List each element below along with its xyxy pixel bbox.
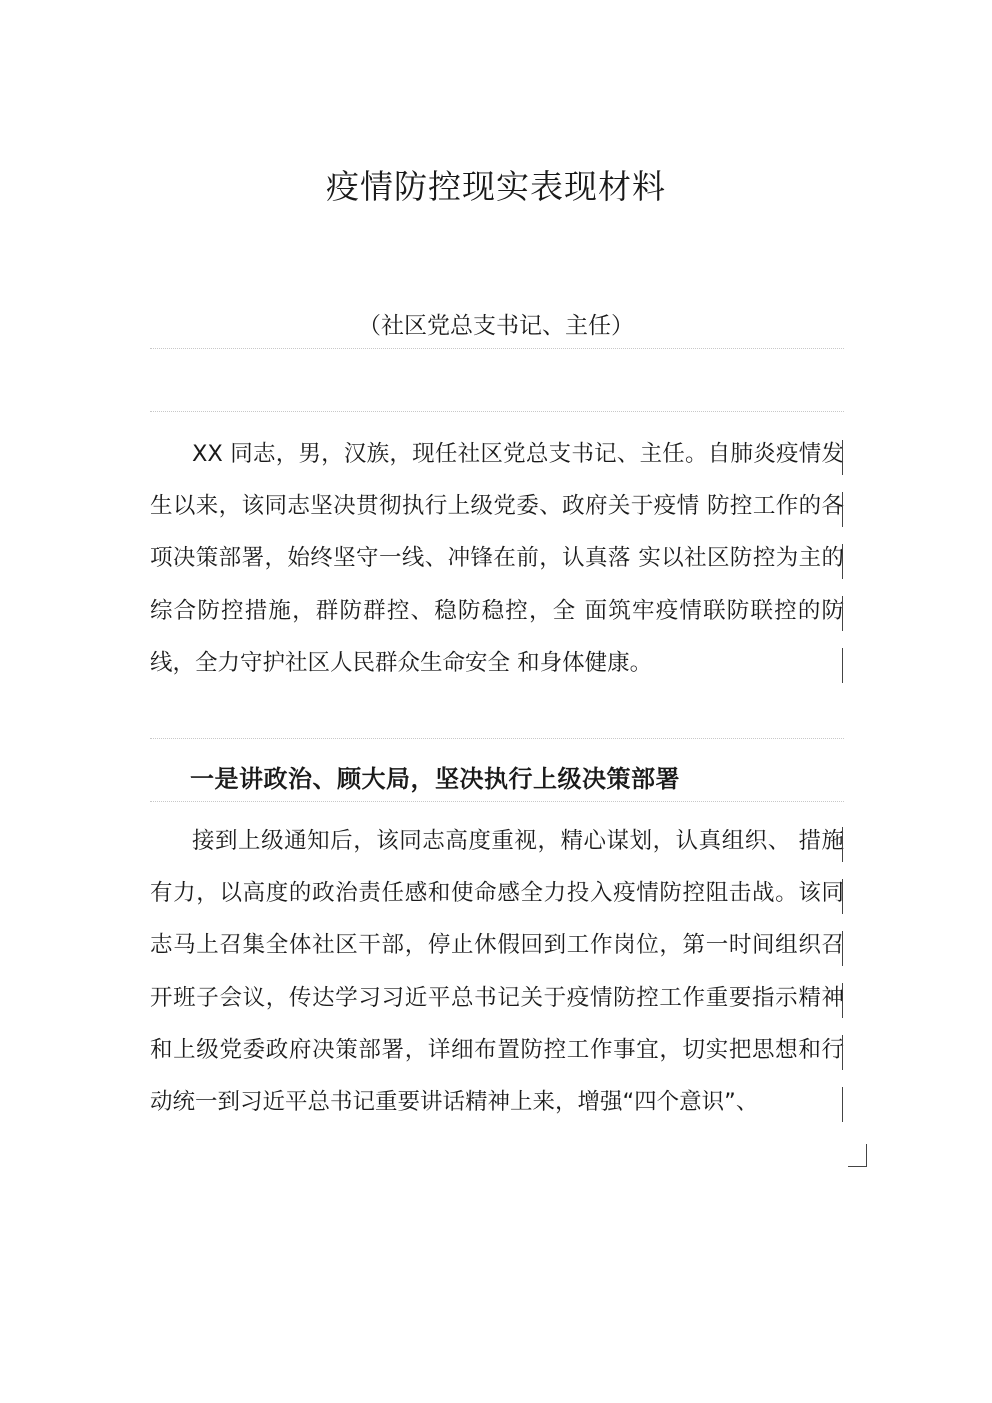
margin-mark	[842, 648, 843, 683]
dotted-divider	[150, 801, 844, 802]
margin-mark	[842, 492, 843, 527]
dotted-divider	[150, 348, 844, 349]
margin-mark	[842, 827, 843, 862]
margin-mark	[842, 931, 843, 966]
dotted-divider	[150, 411, 844, 412]
margin-mark	[842, 544, 843, 579]
document-subtitle: （社区党总支书记、主任）	[358, 313, 634, 339]
margin-mark	[842, 983, 843, 1018]
margin-mark	[842, 596, 843, 631]
body-paragraph: XX 同志，男，汉族，现任社区党总支书记、主任。自肺炎疫情发生以来，该同志坚决贯彻执行上级党委、政府关于疫情 防控工作的各项决策部署，始终坚守一线、冲锋在前，认真落 实以社区防控为主的综合防控措施，群防群控、稳防稳控，全 面筑牢疫情联防联控的防线，全力守护社区人民群众生命安全 和身体健康。	[150, 441, 844, 676]
margin-mark	[842, 879, 843, 914]
margin-mark	[842, 1035, 843, 1070]
section-heading: 一是讲政治、顾大局，坚决执行上级决策部署	[190, 765, 680, 793]
margin-mark	[842, 1087, 843, 1122]
body-paragraph: 接到上级通知后，该同志高度重视，精心谋划，认真组织、 措施有力，以高度的政治责任感和使命感全力投入疫情防控阻击战。该同志马上召集全体社区干部，停止休假回到工作岗位，第一时间组织召开班子会议，传达学习习近平总书记关于疫情防控工作重要指示精神和上级党委政府决策部署，详细布置防控工作事宜，切实把思想和行动统一到习近平总书记重要讲话精神上来，增强“四个意识”、	[150, 828, 844, 1116]
margin-mark	[842, 440, 843, 475]
dotted-divider	[150, 738, 844, 739]
document-title: 疫情防控现实表现材料	[326, 167, 666, 206]
page-corner-mark	[848, 1144, 867, 1167]
